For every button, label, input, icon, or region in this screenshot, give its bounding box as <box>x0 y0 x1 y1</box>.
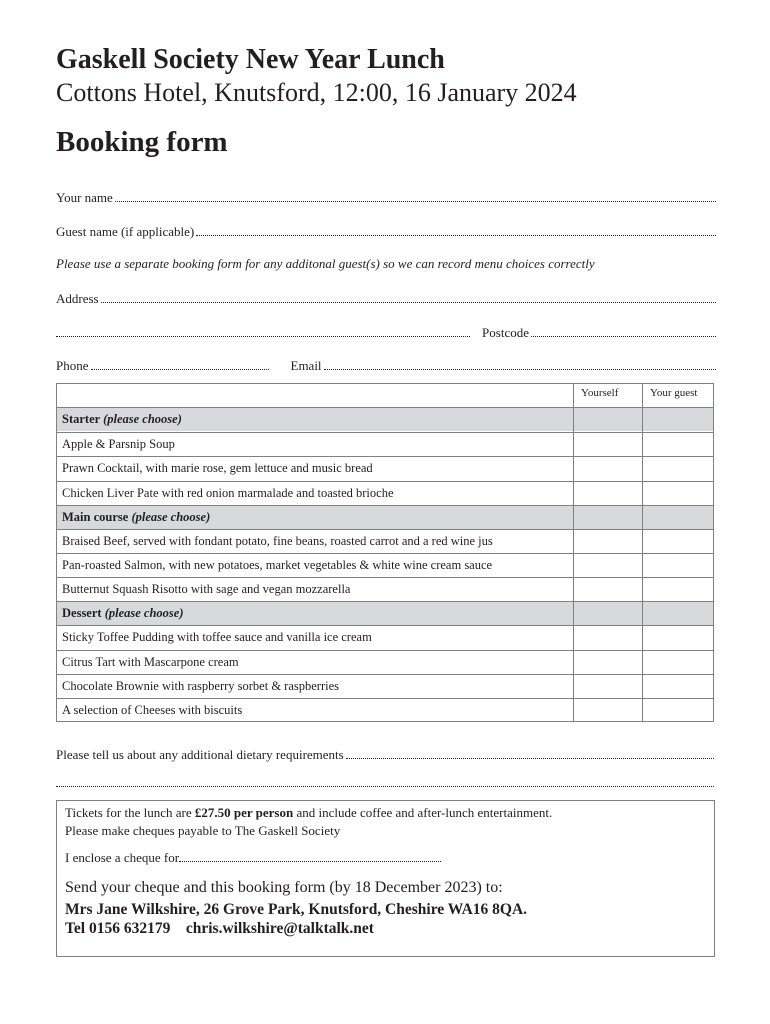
tickets-post: and include coffee and after-lunch entertainment. <box>293 805 553 820</box>
cheque-label: I enclose a cheque for <box>65 850 180 865</box>
menu-item-label: Apple & Parsnip Soup <box>62 437 175 451</box>
dessert-section-row <box>57 601 713 625</box>
phone-label: Phone <box>56 358 89 373</box>
email-label: Email <box>290 358 322 373</box>
menu-item-label: Sticky Toffee Pudding with toffee sauce and vanilla ice cream <box>62 630 372 644</box>
main-section-row <box>57 505 713 529</box>
send-instructions: Send your cheque and this booking form (by 18 December 2023) to: <box>65 879 503 896</box>
starter-choose: (please choose) <box>103 412 182 426</box>
menu-item-row[interactable] <box>57 698 713 722</box>
col-guest-header: Your guest <box>650 387 698 399</box>
dietary-label: Please tell us about any additional dietary requirements <box>56 747 344 762</box>
menu-item-label: A selection of Cheeses with biscuits <box>62 703 243 717</box>
menu-item-label: Butternut Squash Risotto with sage and vegan mozzarella <box>62 582 351 596</box>
col-yourself-header: Yourself <box>581 387 619 399</box>
menu-item-row[interactable] <box>57 674 713 698</box>
phone-email-row[interactable] <box>56 356 716 374</box>
menu-item-label: Citrus Tart with Mascarpone cream <box>62 655 239 669</box>
dietary-field[interactable] <box>56 745 714 763</box>
column-divider <box>642 384 643 722</box>
menu-item-label: Chocolate Brownie with raspberry sorbet & raspberries <box>62 679 340 693</box>
main-heading: Main course <box>62 510 129 524</box>
menu-item-label: Chicken Liver Pate with red onion marmalade and toasted brioche <box>62 486 394 500</box>
address-label: Address <box>56 291 99 306</box>
dessert-choose: (please choose) <box>104 606 184 620</box>
address-line2-postcode-row[interactable] <box>56 323 716 341</box>
menu-item-row[interactable] <box>57 456 713 480</box>
contact-email[interactable]: chris.wilkshire@talktalk.net <box>185 920 374 937</box>
cheque-payable-line: Please make cheques payable to The Gaskell Society <box>65 823 341 838</box>
column-divider <box>573 384 574 722</box>
event-title: Gaskell Society New Year Lunch <box>56 44 445 75</box>
event-subtitle: Cottons Hotel, Knutsford, 12:00, 16 January 2024 <box>56 78 577 107</box>
main-choose: (please choose) <box>131 510 211 524</box>
your-name-label: Your name <box>56 190 113 205</box>
dessert-heading: Dessert <box>62 606 102 620</box>
cheque-amount-field[interactable] <box>65 850 441 866</box>
tickets-price-line <box>65 805 552 821</box>
guest-name-label: Guest name (if applicable) <box>56 224 195 239</box>
dietary-line-2[interactable] <box>56 778 714 787</box>
postcode-label: Postcode <box>482 325 529 340</box>
starter-heading: Starter <box>62 412 100 426</box>
guest-name-field[interactable] <box>56 222 716 240</box>
your-name-field[interactable] <box>56 188 716 206</box>
contact-phone: Tel 0156 632179 <box>65 920 171 937</box>
address-field[interactable] <box>56 289 716 307</box>
menu-item-row[interactable] <box>57 529 713 553</box>
menu-item-label: Prawn Cocktail, with marie rose, gem lettuce and music bread <box>62 461 373 475</box>
starter-section-row <box>57 407 713 431</box>
menu-item-row[interactable] <box>57 481 713 505</box>
menu-item-row[interactable] <box>57 625 713 649</box>
form-heading: Booking form <box>56 126 228 158</box>
tickets-pre: Tickets for the lunch are <box>65 805 195 820</box>
contact-line <box>65 920 374 938</box>
postal-address: Mrs Jane Wilkshire, 26 Grove Park, Knutsford, Cheshire WA16 8QA. <box>65 901 528 918</box>
menu-item-row[interactable] <box>57 553 713 577</box>
menu-item-row[interactable] <box>57 577 713 601</box>
ticket-price: £27.50 per person <box>194 805 294 820</box>
menu-item-label: Pan-roasted Salmon, with new potatoes, market vegetables & white wine cream sauce <box>62 558 493 572</box>
separate-form-note: Please use a separate booking form for any additonal guest(s) so we can record menu choices correctly <box>56 256 595 271</box>
menu-item-row[interactable] <box>57 432 713 456</box>
menu-item-row[interactable] <box>57 650 713 674</box>
menu-item-label: Braised Beef, served with fondant potato, fine beans, roasted carrot and a red wine jus <box>62 534 493 548</box>
